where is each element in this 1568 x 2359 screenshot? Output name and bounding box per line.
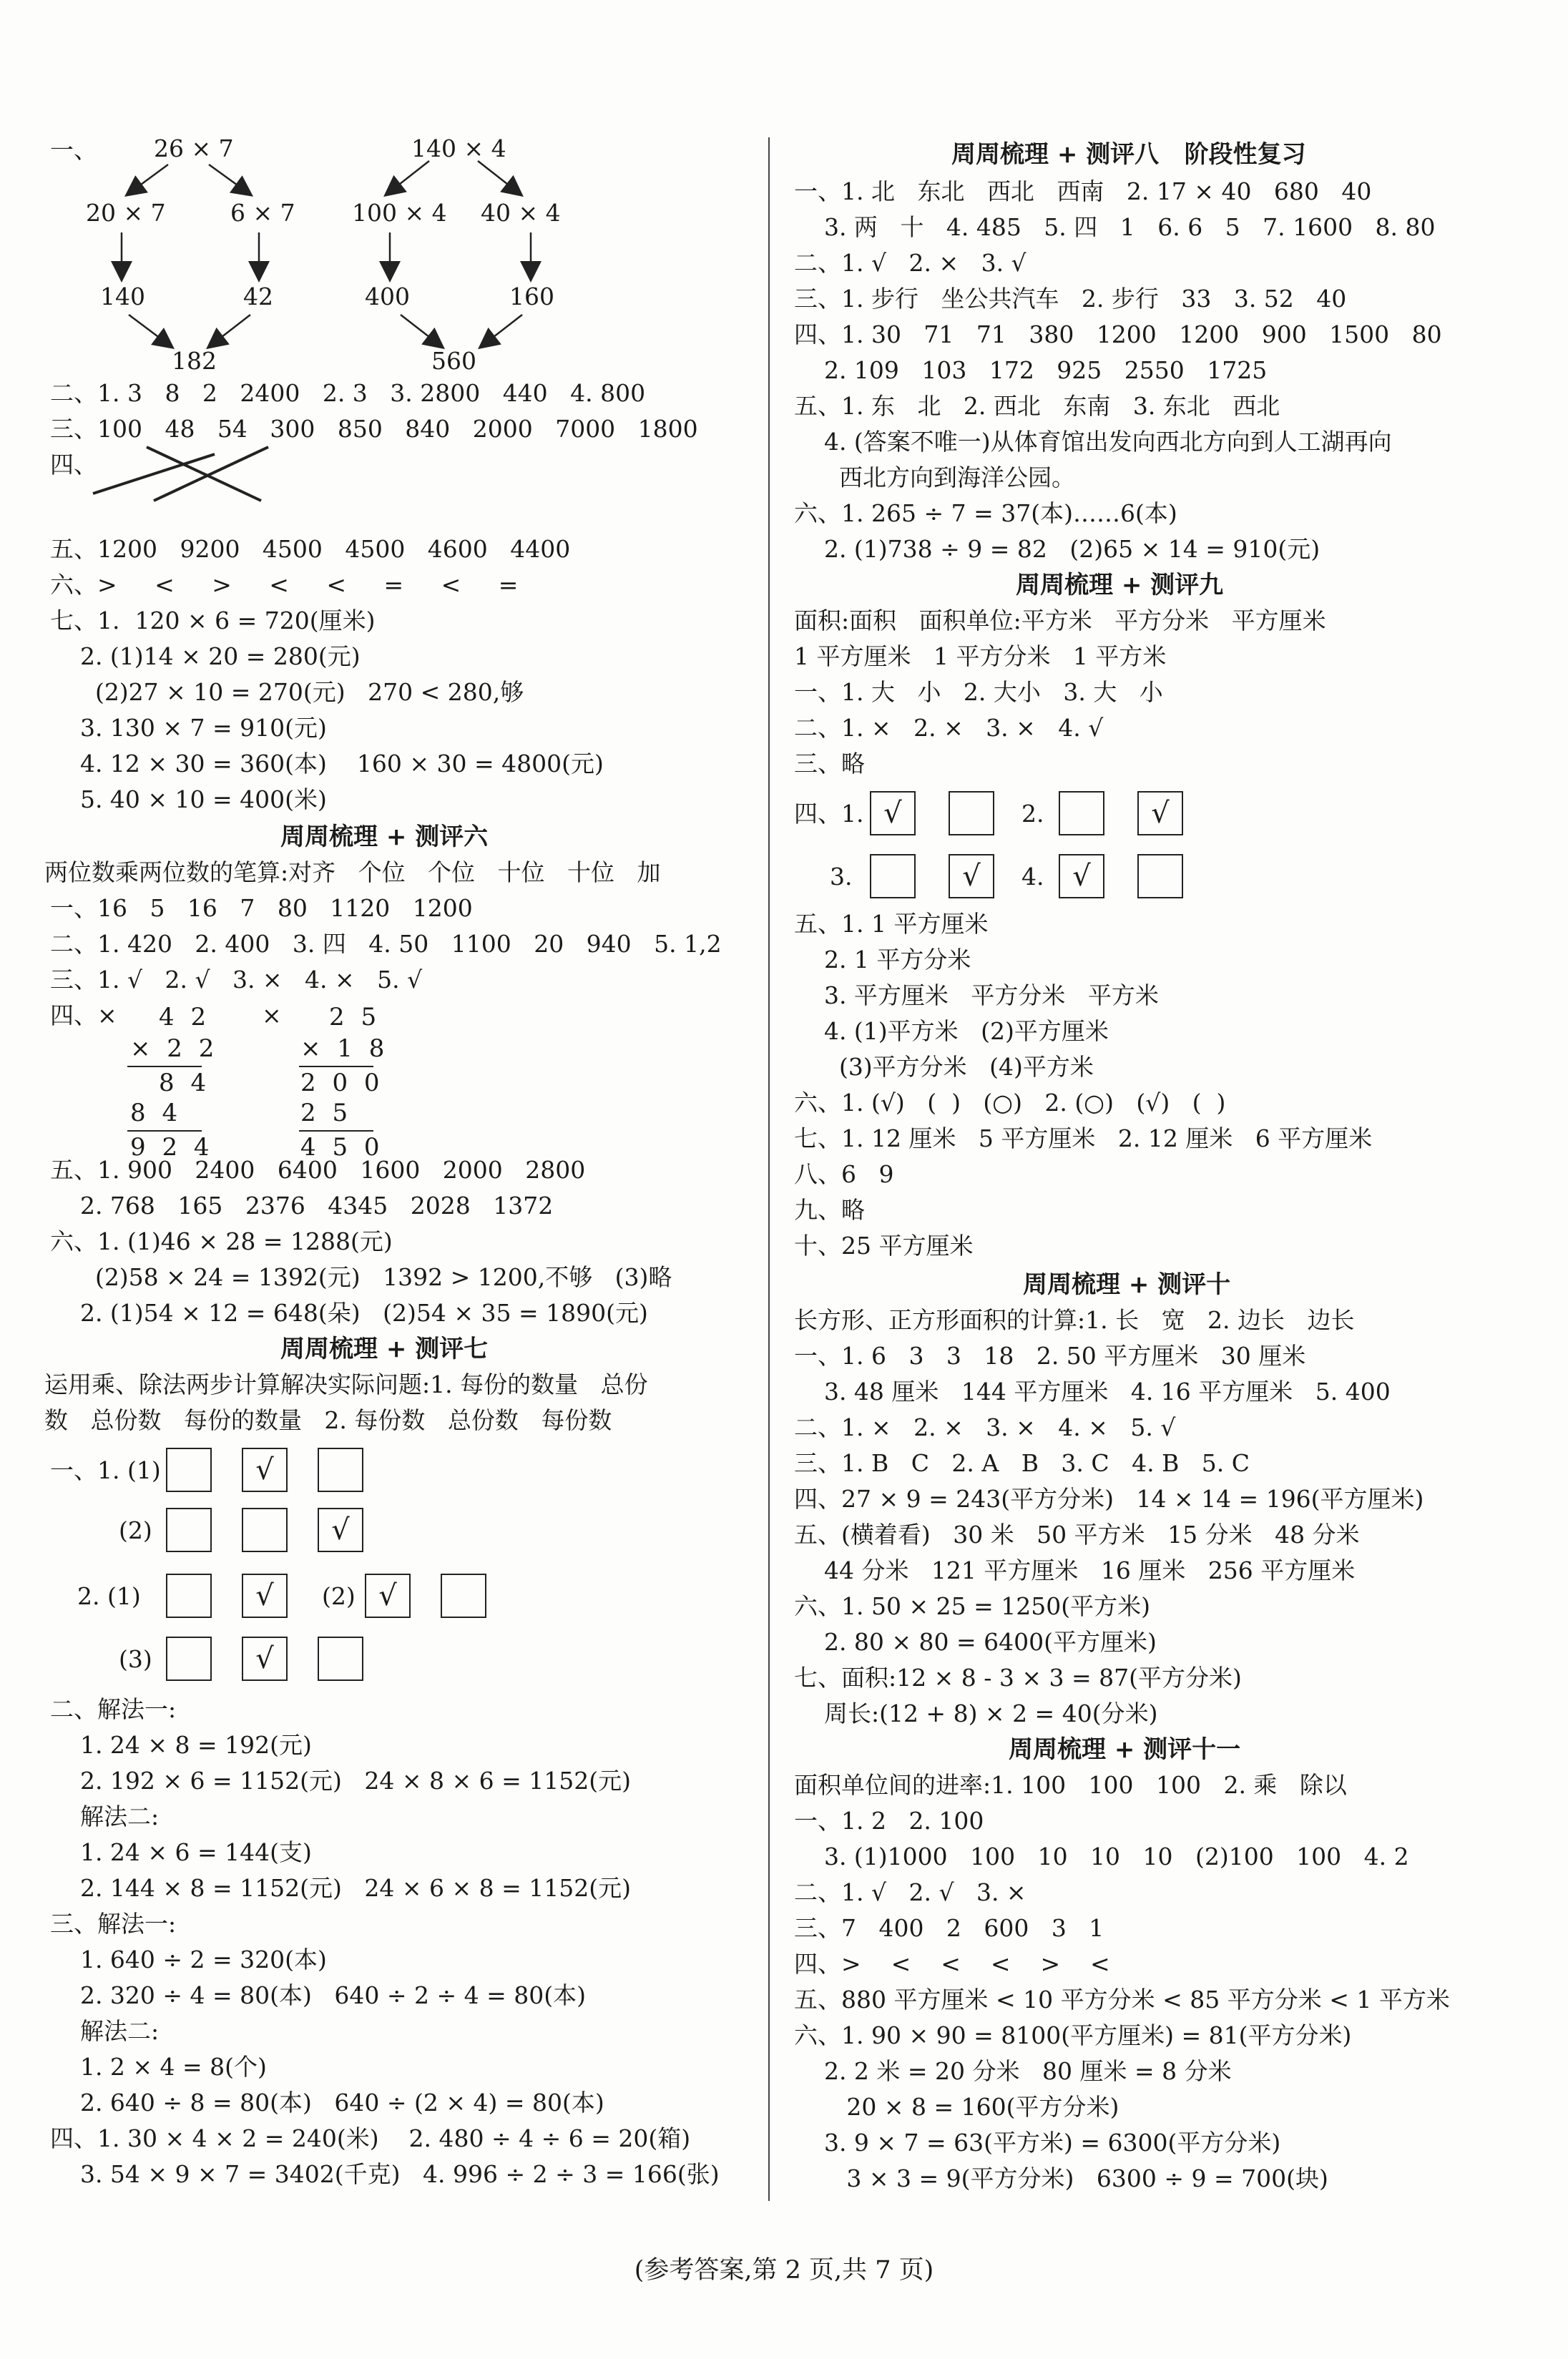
answer-line: 3 × 3 = 9(平方分米) 6300 ÷ 9 = 700(块) bbox=[794, 2164, 1328, 2192]
answer-line: 2. 2 米 = 20 分米 80 厘米 = 8 分米 bbox=[794, 2057, 1232, 2085]
answer-line: 一、1. 2 2. 100 bbox=[794, 1807, 984, 1835]
answer-line: 七、1. 120 × 6 = 720(厘米) bbox=[50, 607, 376, 634]
answer-box bbox=[166, 1637, 212, 1681]
section-title: 周周梳理 + 测评六 bbox=[280, 823, 489, 851]
answer-line: 面积单位间的进率:1. 100 100 100 2. 乘 除以 bbox=[794, 1771, 1347, 1799]
answer-line: 2. 768 165 2376 4345 2028 1372 bbox=[50, 1192, 554, 1220]
match-line bbox=[147, 447, 261, 501]
answer-line: 1. 2 × 4 = 8(个) bbox=[50, 2053, 267, 2081]
answer-box bbox=[1137, 854, 1183, 898]
calc2-rule bbox=[299, 1130, 373, 1132]
answer-line: 运用乘、除法两步计算解决实际问题:1. 每份的数量 总份 bbox=[44, 1370, 648, 1398]
answer-line: 3. 48 厘米 144 平方厘米 4. 16 平方厘米 5. 400 bbox=[794, 1378, 1391, 1406]
box-row-label: (2) bbox=[119, 1516, 152, 1544]
answer-line: (2)58 × 24 = 1392(元) 1392 > 1200,不够 (3)略 bbox=[50, 1263, 672, 1291]
answer-line: 3. 两 十 4. 485 5. 四 1 6. 6 5 7. 1600 8. 80 bbox=[794, 213, 1436, 241]
match-line bbox=[93, 454, 215, 494]
answer-line: 2. (1)54 × 12 = 648(朵) (2)54 × 35 = 1890(元) bbox=[50, 1299, 648, 1327]
answer-line: 1 平方厘米 1 平方分米 1 平方米 bbox=[794, 642, 1167, 670]
answer-box bbox=[870, 854, 916, 898]
calc2-mark: × bbox=[262, 1001, 282, 1029]
answer-line: 两位数乘两位数的笔算:对齐 个位 个位 十位 十位 加 bbox=[44, 858, 661, 886]
answer-line: 2. 109 103 172 925 2550 1725 bbox=[794, 356, 1268, 384]
answer-line: 五、880 平方厘米 < 10 平方分米 < 85 平方分米 < 1 平方米 bbox=[794, 1986, 1450, 2014]
answer-line: 二、1. × 2. × 3. × 4. × 5. √ bbox=[794, 1413, 1176, 1441]
answer-line: 七、面积:12 × 8 - 3 × 3 = 87(平方分米) bbox=[794, 1664, 1242, 1692]
calc1-rule bbox=[127, 1130, 202, 1132]
answer-line: 四、1. 30 × 4 × 2 = 240(米) 2. 480 ÷ 4 ÷ 6 = 20(箱) bbox=[50, 2124, 691, 2152]
answer-line: 二、1. 3 8 2 2400 2. 3 3. 2800 440 4. 800 bbox=[50, 379, 646, 407]
answer-line: 3. 130 × 7 = 910(元) bbox=[50, 714, 327, 742]
calc2-mult: × 1 8 bbox=[300, 1034, 389, 1063]
answer-box bbox=[242, 1508, 288, 1552]
answer-line: 四、× bbox=[50, 1001, 117, 1029]
answer-line: 三、1. 步行 坐公共汽车 2. 步行 33 3. 52 40 bbox=[794, 285, 1347, 313]
answer-line: 2. 144 × 8 = 1152(元) 24 × 6 × 8 = 1152(元) bbox=[50, 1874, 631, 1902]
answer-box-checked: √ bbox=[1059, 854, 1104, 898]
tree-b-left-val: 400 bbox=[365, 283, 410, 310]
box-row-label: 四、1. bbox=[794, 800, 864, 828]
tree-b-root: 140 × 4 bbox=[411, 134, 506, 162]
answer-line: 三、1. B C 2. A B 3. C 4. B 5. C bbox=[794, 1449, 1250, 1477]
answer-line: 一、16 5 16 7 80 1120 1200 bbox=[50, 894, 473, 922]
answer-box bbox=[949, 791, 994, 835]
answer-box-checked: √ bbox=[949, 854, 994, 898]
answer-line: 2. (1)14 × 20 = 280(元) bbox=[50, 642, 361, 670]
tree-a-right: 6 × 7 bbox=[230, 199, 295, 227]
tree-b-right-val: 160 bbox=[509, 283, 554, 310]
tree-a-right-val: 42 bbox=[243, 283, 273, 310]
calc2-p2: 2 5 bbox=[300, 1099, 353, 1127]
answer-box-checked: √ bbox=[242, 1637, 288, 1681]
section-title: 周周梳理 + 测评十 bbox=[1023, 1270, 1231, 1299]
tree-a-sum: 182 bbox=[172, 347, 217, 375]
calc1-rule bbox=[127, 1066, 202, 1067]
calc1-p1: 8 4 bbox=[159, 1069, 211, 1097]
answer-box bbox=[1059, 791, 1104, 835]
calc1-result: 9 2 4 bbox=[130, 1133, 214, 1162]
answer-line: 1. 24 × 6 = 144(支) bbox=[50, 1838, 312, 1866]
answer-line: 七、1. 12 厘米 5 平方厘米 2. 12 厘米 6 平方厘米 bbox=[794, 1124, 1373, 1152]
answer-box bbox=[166, 1574, 212, 1618]
answer-line: 解法二: bbox=[50, 2017, 160, 2045]
answer-line: 三、解法一: bbox=[50, 1910, 177, 1938]
answer-line: 二、1. 420 2. 400 3. 四 4. 50 1100 20 940 5. 1,2 bbox=[50, 930, 722, 958]
answer-line: 六、1. 265 ÷ 7 = 37(本)……6(本) bbox=[794, 499, 1177, 527]
answer-line: 长方形、正方形面积的计算:1. 长 宽 2. 边长 边长 bbox=[794, 1306, 1355, 1334]
box-row-label: 2. (1) bbox=[77, 1582, 141, 1610]
answer-line: 四、 bbox=[50, 451, 97, 479]
box-row-label: 2. bbox=[1021, 800, 1044, 828]
answer-line: 六、1. (1)46 × 28 = 1288(元) bbox=[50, 1227, 393, 1255]
box-row-label: (3) bbox=[119, 1645, 152, 1673]
answer-line: 十、25 平方厘米 bbox=[794, 1232, 974, 1260]
section-title: 周周梳理 + 测评七 bbox=[280, 1335, 489, 1363]
answer-line: 4. 12 × 30 = 360(本) 160 × 30 = 4800(元) bbox=[50, 750, 604, 778]
answer-line: 六、1. (√) ( ) (○) 2. (○) (√) ( ) bbox=[794, 1089, 1226, 1117]
answer-line: 二、解法一: bbox=[50, 1695, 177, 1723]
answer-line: 2. 320 ÷ 4 = 80(本) 640 ÷ 2 ÷ 4 = 80(本) bbox=[50, 1981, 586, 2009]
calc2-top: 2 5 bbox=[329, 1003, 381, 1031]
box-row-label: (2) bbox=[322, 1582, 356, 1610]
answer-line: 五、1200 9200 4500 4500 4600 4400 bbox=[50, 535, 571, 563]
answer-line: 西北方向到海洋公园。 bbox=[794, 464, 1075, 491]
answer-line: 面积:面积 面积单位:平方米 平方分米 平方厘米 bbox=[794, 607, 1326, 634]
answer-line: 三、1. √ 2. √ 3. × 4. × 5. √ bbox=[50, 966, 423, 994]
answer-line: (3)平方分米 (4)平方米 bbox=[794, 1053, 1094, 1081]
answer-line: 3. 9 × 7 = 63(平方米) = 6300(平方分米) bbox=[794, 2129, 1281, 2157]
calc1-p2: 8 4 bbox=[130, 1099, 182, 1127]
tree-a-left-val: 140 bbox=[100, 283, 145, 310]
answer-box bbox=[441, 1574, 486, 1618]
answer-line: 三、100 48 54 300 850 840 2000 7000 1800 bbox=[50, 415, 698, 443]
answer-box bbox=[318, 1637, 363, 1681]
answer-line: 周长:(12 + 8) × 2 = 40(分米) bbox=[794, 1700, 1158, 1727]
section-title: 周周梳理 + 测评八 阶段性复习 bbox=[951, 140, 1306, 169]
answer-line: 六、> < > < < = < = bbox=[50, 571, 519, 599]
answer-line: 解法二: bbox=[50, 1803, 160, 1830]
answer-box bbox=[318, 1448, 363, 1492]
answer-box bbox=[166, 1508, 212, 1552]
box-row-label: 4. bbox=[1021, 863, 1044, 891]
tree-a-root: 26 × 7 bbox=[154, 134, 234, 162]
answer-line: 2. 1 平方分米 bbox=[794, 946, 971, 973]
answer-line: 六、1. 50 × 25 = 1250(平方米) bbox=[794, 1592, 1150, 1620]
answer-line: 4. (答案不唯一)从体育馆出发向西北方向到人工湖再向 bbox=[794, 428, 1392, 456]
answer-line: 5. 40 × 10 = 400(米) bbox=[50, 785, 327, 813]
answer-line: 20 × 8 = 160(平方分米) bbox=[794, 2093, 1119, 2121]
answer-line: (2)27 × 10 = 270(元) 270 < 280,够 bbox=[50, 678, 524, 706]
tree-a-left: 20 × 7 bbox=[86, 199, 166, 227]
answer-line: 三、略 bbox=[794, 750, 865, 778]
answer-line: 二、1. × 2. × 3. × 4. √ bbox=[794, 714, 1104, 742]
section-title: 周周梳理 + 测评十一 bbox=[1009, 1735, 1241, 1764]
answer-line: 1. 24 × 8 = 192(元) bbox=[50, 1731, 312, 1759]
calc1-top: 4 2 bbox=[159, 1003, 211, 1031]
answer-line: 四、> < < < > < bbox=[794, 1950, 1110, 1978]
answer-line: 三、7 400 2 600 3 1 bbox=[794, 1914, 1104, 1942]
answer-line: 二、1. √ 2. √ 3. × bbox=[794, 1878, 1026, 1906]
answer-line: 2. 192 × 6 = 1152(元) 24 × 8 × 6 = 1152(元) bbox=[50, 1767, 631, 1795]
answer-box-checked: √ bbox=[870, 791, 916, 835]
tree-b-left: 100 × 4 bbox=[352, 199, 447, 227]
answer-line: 五、1. 东 北 2. 西北 东南 3. 东北 西北 bbox=[794, 392, 1280, 420]
answer-line: 五、(横着看) 30 米 50 平方米 15 分米 48 分米 bbox=[794, 1521, 1360, 1549]
answer-line: 九、略 bbox=[794, 1196, 865, 1224]
answer-box-checked: √ bbox=[318, 1508, 363, 1552]
calc2-p1: 2 0 0 bbox=[300, 1069, 384, 1097]
answer-line: 2. 80 × 80 = 6400(平方厘米) bbox=[794, 1628, 1157, 1656]
answer-line: 2. 640 ÷ 8 = 80(本) 640 ÷ (2 × 4) = 80(本) bbox=[50, 2089, 604, 2117]
answer-line: 4. (1)平方米 (2)平方厘米 bbox=[794, 1017, 1109, 1045]
tree-b-sum: 560 bbox=[431, 347, 476, 375]
answer-line: 2. (1)738 ÷ 9 = 82 (2)65 × 14 = 910(元) bbox=[794, 535, 1320, 563]
answer-box-checked: √ bbox=[365, 1574, 411, 1618]
answer-line: 数 总份数 每份的数量 2. 每份数 总份数 每份数 bbox=[44, 1406, 612, 1434]
box-row-label: 一、1. (1) bbox=[50, 1456, 161, 1484]
answer-box-checked: √ bbox=[242, 1448, 288, 1492]
answer-box bbox=[166, 1448, 212, 1492]
answer-box-checked: √ bbox=[1137, 791, 1183, 835]
answer-line: 3. 平方厘米 平方分米 平方米 bbox=[794, 981, 1159, 1009]
answer-line: 八、6 9 bbox=[794, 1160, 894, 1188]
answer-line: 四、1. 30 71 71 380 1200 1200 900 1500 80 bbox=[794, 320, 1442, 348]
answer-line: 1. 640 ÷ 2 = 320(本) bbox=[50, 1946, 327, 1973]
answer-line: 一、1. 6 3 3 18 2. 50 平方厘米 30 厘米 bbox=[794, 1342, 1306, 1370]
answer-line: 3. (1)1000 100 10 10 10 (2)100 100 4. 2 bbox=[794, 1843, 1409, 1870]
answer-line: 五、1. 1 平方厘米 bbox=[794, 910, 989, 938]
calc2-rule bbox=[299, 1066, 373, 1067]
section-label: 一、 bbox=[50, 136, 97, 164]
answer-line: 六、1. 90 × 90 = 8100(平方厘米) = 81(平方分米) bbox=[794, 2021, 1352, 2049]
answer-line: 3. 54 × 9 × 7 = 3402(千克) 4. 996 ÷ 2 ÷ 3 = 166(张) bbox=[50, 2160, 720, 2188]
tree-b-right: 40 × 4 bbox=[481, 199, 561, 227]
calc2-result: 4 5 0 bbox=[300, 1133, 384, 1162]
answer-line: 一、1. 北 东北 西北 西南 2. 17 × 40 680 40 bbox=[794, 177, 1372, 205]
answer-box-checked: √ bbox=[242, 1574, 288, 1618]
answer-line: 五、1. 900 2400 6400 1600 2000 2800 bbox=[50, 1156, 586, 1184]
box-row-label: 3. bbox=[830, 863, 853, 891]
answer-line: 44 分米 121 平方厘米 16 厘米 256 平方厘米 bbox=[794, 1556, 1356, 1584]
calc1-mult: × 2 2 bbox=[130, 1034, 219, 1063]
answer-line: 四、27 × 9 = 243(平方分米) 14 × 14 = 196(平方厘米) bbox=[794, 1485, 1424, 1513]
section-title: 周周梳理 + 测评九 bbox=[1016, 571, 1224, 599]
answer-line: 一、1. 大 小 2. 大小 3. 大 小 bbox=[794, 678, 1163, 706]
answer-line: 二、1. √ 2. × 3. √ bbox=[794, 249, 1026, 277]
page-footer: (参考答案,第 2 页,共 7 页) bbox=[634, 2256, 934, 2285]
